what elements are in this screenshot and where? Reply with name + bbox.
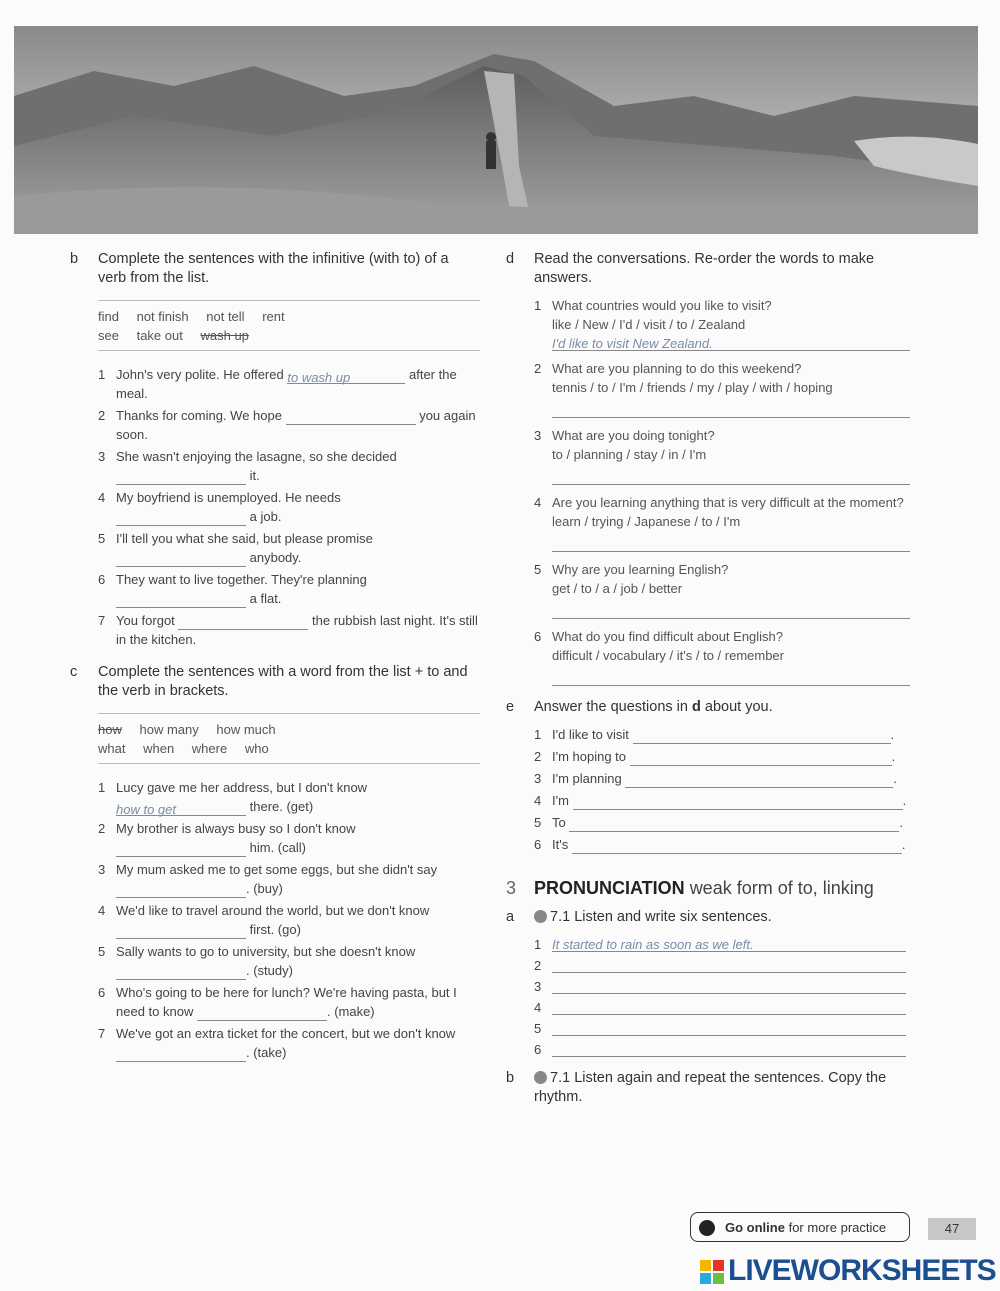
item-number: 2 [98,408,106,423]
item-number: 1 [98,780,106,795]
sentence-start: I'm [552,793,569,808]
question-word-list-box [98,713,480,764]
item-number: 3 [534,771,542,786]
b-item-6 [70,570,480,608]
answer-line[interactable] [552,334,910,351]
answer-blank[interactable] [573,794,903,810]
item-number: 6 [534,837,542,852]
item-text-end: . (buy) [246,881,283,896]
audio-track: 7.1 [550,1070,571,1086]
item-number: 3 [98,862,106,877]
item-number: 4 [534,793,542,808]
exercise-pron-a-heading [506,908,916,927]
page-number: 47 [928,1218,976,1240]
mountain-photo [14,26,978,234]
jumbled-words: learn / trying / Japanese / to / I'm [552,514,741,529]
online-practice-icon [699,1220,715,1236]
brand-name: LIVEWORKSHEETS [728,1254,996,1287]
jumbled-words: like / New / I'd / visit / to / Zealand [552,317,746,332]
d-item-3 [506,426,916,485]
answer-blank[interactable] [116,510,246,526]
b-item-4 [70,488,480,526]
c-item-7 [70,1024,480,1062]
sentence-start: To [552,815,566,830]
d-item-2 [506,359,916,418]
c-item-4 [70,901,480,939]
section-subtitle: weak form of to, linking [689,878,874,898]
exercise-pron-b-heading [506,1069,916,1107]
c-item-6 [70,983,480,1021]
exercise-d-heading [506,250,916,288]
answer-text: It started to rain as soon as we left. [552,937,754,952]
d-item-4 [506,493,916,552]
item-text-end: . (make) [326,1004,375,1019]
item-text: We'd like to travel around the world, but we don't know [116,903,430,918]
item-text: She wasn't enjoying the lasagne, so she decided [116,449,397,464]
c-item-3 [70,860,480,898]
item-text-end: anybody. [249,550,302,565]
item-number: 2 [534,361,542,376]
item-text-end: first. (go) [249,922,301,937]
exercise-e-instruction: Answer the questions in [534,699,688,715]
left-column [70,250,480,1065]
answer-blank[interactable] [572,838,902,854]
b-item-3 [70,447,480,485]
liveworksheets-logo-icon [700,1260,724,1284]
word-who: who [244,741,269,756]
answer-line[interactable] [552,956,906,973]
answer-blank[interactable]: how to get [116,800,246,816]
item-number: 2 [534,749,542,764]
answer-blank[interactable] [116,469,246,485]
answer-line[interactable] [552,1040,906,1057]
sentence-start: I'm planning [552,771,622,786]
word-where: where [191,741,228,756]
item-number: 3 [534,428,542,443]
exercise-letter: a [506,909,515,925]
word-how: how [98,722,122,737]
section-number: 3 [506,878,517,898]
word-how-many: how many [139,722,199,737]
audio-icon[interactable] [534,910,547,923]
exercise-instruction: Listen and write six sentences. [574,909,772,925]
answer-line[interactable] [552,468,910,485]
item-text: My mum asked me to get some eggs, but she didn't say [116,862,438,877]
e-item-3: 3 I'm planning . [534,771,897,786]
question-text: What are you doing tonight? [552,428,715,443]
item-number: 5 [534,1021,542,1036]
item-text: My boyfriend is unemployed. He needs [116,490,341,505]
item-text-end: after the meal. [116,367,457,401]
pron-a-item-1 [506,935,916,952]
e-item-5: 5 To . [534,815,903,830]
item-number: 4 [534,495,542,510]
question-text: What countries would you like to visit? [552,298,772,313]
answer-line[interactable] [552,1019,906,1036]
exercise-c-heading [70,663,480,701]
audio-track: 7.1 [550,909,571,925]
item-text-end: him. (call) [249,840,306,855]
answer-blank[interactable] [116,964,246,980]
item-text-end: you again soon. [116,408,476,442]
item-text-end: a job. [249,509,282,524]
item-number: 7 [98,613,106,628]
go-online-button[interactable] [690,1212,910,1242]
item-number: 6 [534,1042,542,1057]
b-item-1 [70,365,480,403]
exercise-letter: b [506,1070,515,1086]
answer-line[interactable] [552,535,910,552]
sentence-start: It's [552,837,569,852]
exercise-letter: d [506,251,515,267]
d-item-6 [506,627,916,686]
item-text: Who's going to be here for lunch? We're having pasta, but I need to know [116,985,457,1019]
right-column [506,250,916,1115]
answer-line[interactable] [552,401,910,418]
jumbled-words: get / to / a / job / better [552,581,683,596]
answer-blank[interactable] [116,592,246,608]
word-wash-up: wash up [200,328,249,343]
pron-a-item-5 [506,1019,916,1036]
answer-blank[interactable] [116,841,246,857]
exercise-e-instruction-end: about you. [704,699,773,715]
answer-text: I'd like to visit New Zealand. [552,336,713,351]
section-title: PRONUNCIATION [534,878,685,898]
item-number: 1 [98,367,106,382]
question-text: Are you learning anything that is very difficult at the moment? [552,495,904,510]
e-item-1: 1 I'd like to visit . [534,727,895,742]
word-not-finish: not finish [136,309,189,324]
exercise-d-instruction: Read the conversations. Re-order the words to make answers. [534,251,875,286]
word-what: what [98,741,126,756]
answer-blank[interactable] [630,750,892,766]
item-number: 3 [98,449,106,464]
answer-blank[interactable] [178,614,308,630]
word-take-out: take out [136,328,183,343]
item-text: Sally wants to go to university, but she doesn't know [116,944,416,959]
item-text-end: a flat. [249,591,282,606]
exercise-e-heading [506,698,916,717]
pron-a-item-6 [506,1040,916,1057]
item-text-end: it. [249,468,260,483]
answer-blank[interactable]: to wash up [287,368,405,384]
online-label: for more practice [788,1220,887,1235]
pron-a-item-3 [506,977,916,994]
item-text: They want to live together. They're planning [116,572,367,587]
item-text: We've got an extra ticket for the concert, but we don't know [116,1026,456,1041]
answer-line[interactable] [552,977,906,994]
exercise-b-instruction: Complete the sentences with the infinitive (with to) of a verb from the list. [98,251,449,286]
item-number: 4 [98,490,106,505]
item-number: 5 [534,562,542,577]
answer-blank[interactable] [569,816,899,832]
exercise-c-instruction: Complete the sentences with a word from the list + to and the verb in brackets. [98,664,468,699]
d-item-5 [506,560,916,619]
item-text-end: the rubbish last night. It's still in the kitchen. [116,613,478,647]
c-item-2 [70,819,480,857]
sentence-start: I'm hoping to [552,749,627,764]
item-number: 4 [98,903,106,918]
word-rent: rent [262,309,285,324]
item-number: 4 [534,1000,542,1015]
answer-line[interactable] [552,998,906,1015]
exercise-letter: c [70,664,78,680]
item-number: 2 [98,821,106,836]
item-number: 6 [534,629,542,644]
item-text: You forgot [116,613,175,628]
answer-blank[interactable] [116,551,246,567]
exercise-instruction: Listen again and repeat the sentences. Copy the rhythm. [534,1070,887,1105]
sentence-start: I'd like to visit [552,727,629,742]
answer-blank[interactable] [116,1046,246,1062]
item-number: 1 [534,727,542,742]
item-number: 3 [534,979,542,994]
word-not-tell: not tell [206,309,245,324]
question-text: Why are you learning English? [552,562,729,577]
exercise-b-heading [70,250,480,288]
item-text: My brother is always busy so I don't know [116,821,356,836]
item-text-end: . (take) [246,1045,287,1060]
answer-blank[interactable] [116,882,246,898]
b-item-7 [70,611,480,649]
b-item-5 [70,529,480,567]
c-item-5 [70,942,480,980]
answer-line[interactable] [552,669,910,686]
item-text: John's very polite. He offered [116,367,284,382]
item-number: 2 [534,958,542,973]
answer-blank[interactable] [633,728,891,744]
jumbled-words: to / planning / stay / in / I'm [552,447,707,462]
answer-blank[interactable] [197,1005,327,1021]
audio-icon[interactable] [534,1071,547,1084]
item-number: 1 [534,298,542,313]
item-text-end: there. (get) [249,799,314,814]
item-number: 1 [534,937,542,952]
e-item-4: 4 I'm . [534,793,907,808]
item-text: I'll tell you what she said, but please promise [116,531,373,546]
question-text: What do you find difficult about English? [552,629,784,644]
item-number: 5 [534,815,542,830]
word-see: see [98,328,119,343]
exercise-e-ref: d [691,699,701,715]
exercise-letter: e [506,699,515,715]
word-how-much: how much [216,722,276,737]
word-find: find [98,309,119,324]
c-item-1 [70,778,480,816]
item-text: Lucy gave me her address, but I don't know [116,780,368,795]
answer-blank[interactable] [625,772,893,788]
online-label-bold: Go online [725,1220,785,1235]
jumbled-words: tennis / to / I'm / friends / my / play / with / hoping [552,380,833,395]
exercise-letter: b [70,251,79,267]
item-number: 5 [98,944,106,959]
e-item-2: 2 I'm hoping to . [534,749,896,764]
e-item-6: 6 It's . [534,837,906,852]
question-text: What are you planning to do this weekend? [552,361,802,376]
item-text: Thanks for coming. We hope [116,408,282,423]
d-item-1 [506,296,916,351]
pron-a-item-2 [506,956,916,973]
item-number: 6 [98,572,106,587]
answer-line[interactable] [552,602,910,619]
answer-line[interactable] [552,935,906,952]
word-when: when [143,741,175,756]
answer-blank[interactable] [286,409,416,425]
item-number: 5 [98,531,106,546]
pronunciation-heading [506,876,916,900]
pron-a-item-4 [506,998,916,1015]
item-number: 6 [98,985,106,1000]
b-item-2 [70,406,480,444]
item-number: 7 [98,1026,106,1041]
verb-list-box [98,300,480,351]
item-text-end: . (study) [246,963,293,978]
jumbled-words: difficult / vocabulary / it's / to / remember [552,648,784,663]
answer-blank[interactable] [116,923,246,939]
